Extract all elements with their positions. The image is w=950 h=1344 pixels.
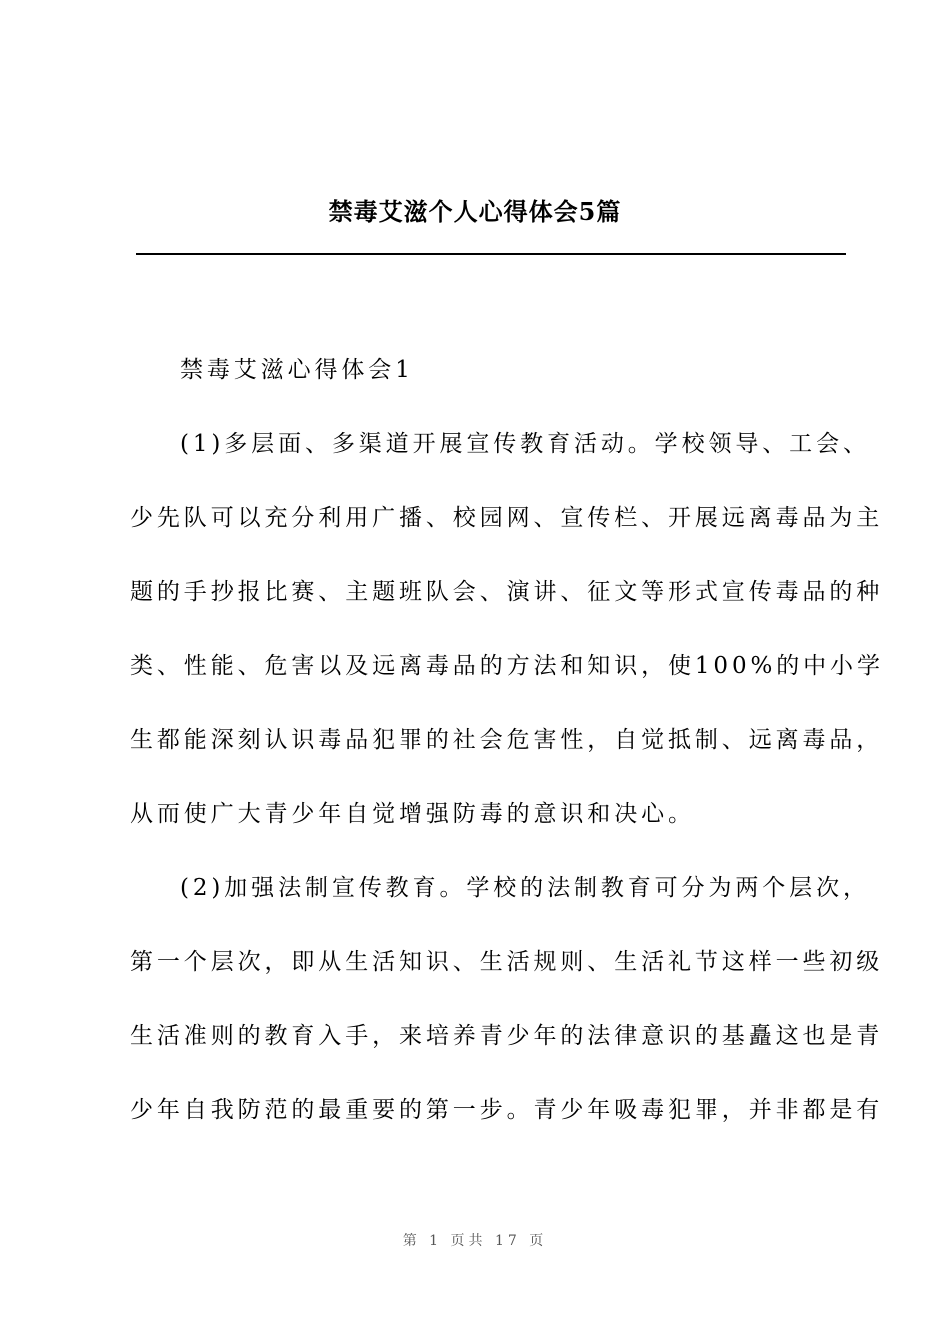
document-title: 禁毒艾滋个人心得体会5篇 <box>328 197 622 226</box>
paragraph-line: 生活准则的教育入手，来培养青少年的法律意识的基矗这也是青 <box>130 1023 884 1049</box>
paragraph-line: 生都能深刻认识毒品犯罪的社会危害性，自觉抵制、远离毒品， <box>130 727 884 753</box>
paragraph-line: 少先队可以充分利用广播、校园网、宣传栏、开展远离毒品为主 <box>130 505 884 531</box>
paragraph-line: 少年自我防范的最重要的第一步。青少年吸毒犯罪，并非都是有 <box>130 1097 884 1123</box>
paragraph-line: 第一个层次，即从生活知识、生活规则、生活礼节这样一些初级 <box>130 949 884 975</box>
paragraph-line: (2)加强法制宣传教育。学校的法制教育可分为两个层次， <box>180 875 870 901</box>
paragraph-line: (1)多层面、多渠道开展宣传教育活动。学校领导、工会、 <box>180 431 870 457</box>
paragraph-line: 题的手抄报比赛、主题班队会、演讲、征文等形式宣传毒品的种 <box>130 579 884 605</box>
page-number-footer: 第 1 页共 17 页 <box>402 1233 548 1249</box>
paragraph-line: 从而使广大青少年自觉增强防毒的意识和决心。 <box>130 801 695 827</box>
paragraph-line: 类、性能、危害以及远离毒品的方法和知识，使100%的中小学 <box>130 653 884 679</box>
section-heading: 禁毒艾滋心得体会1 <box>180 357 414 383</box>
title-divider <box>136 253 846 255</box>
